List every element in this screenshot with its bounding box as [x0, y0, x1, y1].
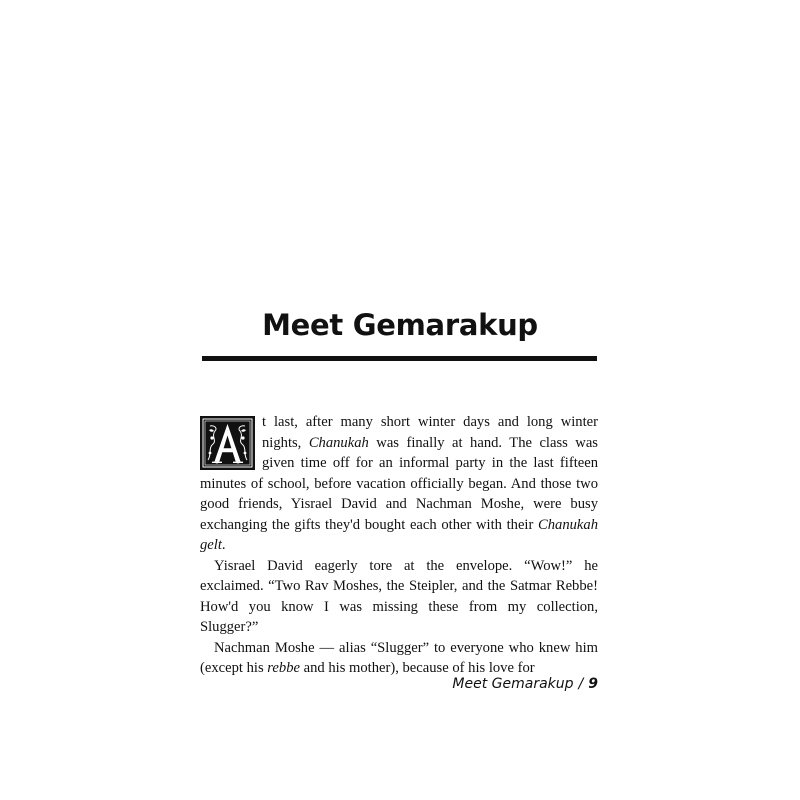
- running-title: Meet Gemarakup: [452, 676, 574, 692]
- page-footer: [452, 676, 598, 692]
- text-segment: and his mother), because of his love for: [299, 660, 535, 676]
- text-segment: .: [221, 537, 226, 553]
- paragraph-3: [200, 638, 598, 679]
- body-text: [200, 412, 598, 679]
- text-segment: Chanukah gelt: [200, 516, 598, 553]
- paragraph-1: [200, 412, 598, 556]
- paragraph-2: [200, 556, 598, 638]
- dropcap-ornament: [200, 416, 255, 470]
- text-segment: Chanukah: [308, 434, 369, 451]
- text-segment: t last, after many short winter days and long winter nights,: [262, 414, 598, 451]
- dropcap-letter: [200, 470, 201, 471]
- page-number: 9: [588, 676, 598, 692]
- title-rule: [202, 356, 597, 361]
- text-segment: was finally at hand. The class was given time off for an informal party in the last fifteen minutes of school, before vacation officially began. And those two good friends, Yisrael David and Nachman Moshe, were busy exchanging the gifts they'd bought each other with their: [200, 434, 598, 533]
- footer-separator: /: [578, 676, 584, 692]
- text-segment: Nachman Moshe — alias “Slugger” to everyone who knew him (except his: [200, 639, 598, 676]
- text-segment: Yisrael David eagerly tore at the envelope. “Wow!” he exclaimed. “Two Rav Moshes, the Steipler, and the Satmar Rebbe! How'd you know I was missing these from my collection, Slugger?”: [200, 557, 598, 635]
- chapter-title: Meet Gemarakup: [262, 308, 538, 342]
- paragraph-1-text: [200, 414, 598, 553]
- text-segment: rebbe: [267, 660, 300, 676]
